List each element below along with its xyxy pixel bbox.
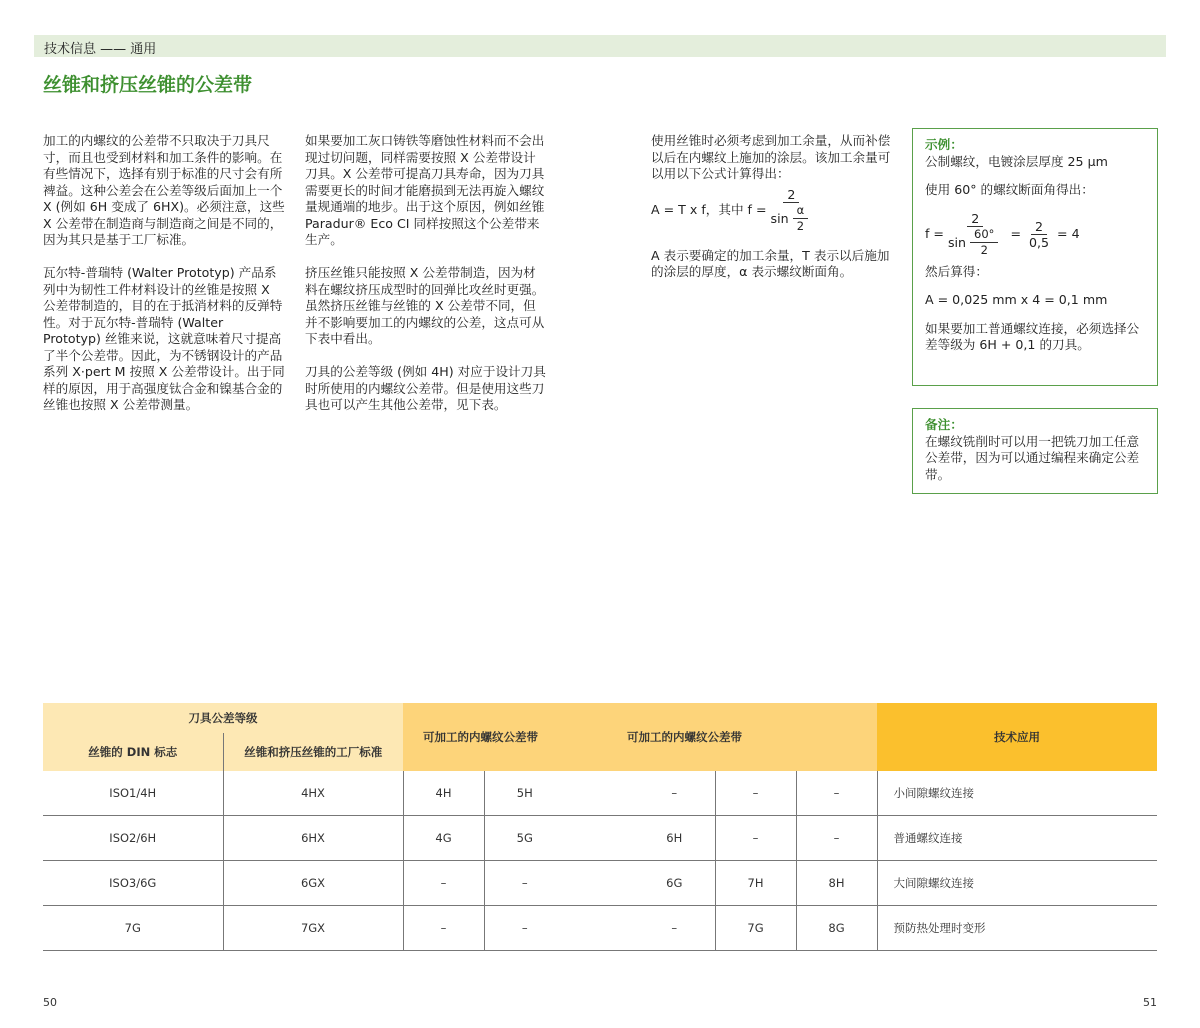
numerator: 2 <box>1031 219 1047 235</box>
cell-tolerance: 6H <box>634 816 715 861</box>
cell-tolerance: 6G <box>634 861 715 906</box>
cell-tolerance: – <box>796 771 877 816</box>
fraction <box>948 211 1002 258</box>
tolerance-table <box>43 703 1157 951</box>
section-label: 技术信息 —— 通用 <box>44 42 157 57</box>
cell-application: 预防热处理时变形 <box>877 906 1157 951</box>
allowance-formula <box>651 187 893 234</box>
cell-empty <box>565 861 634 906</box>
cell-application: 普通螺纹连接 <box>877 816 1157 861</box>
example-formula <box>925 211 1145 258</box>
paragraph: 瓦尔特-普瑞特 (Walter Prototyp) 产品系列中为韧性工件材料设计的丝锥是按照 X 公差带制造的，目的在于抵消材料的反弹特性。对于瓦尔特-普瑞特 (Walter Prototyp) 丝锥来说，这就意味着尺寸提高了半个公差带。因此，为不锈钢设计的产品系列 X·pert M 按照 X 公差带设计。出于同样的原因，用于高强度钛合金和镍基合金的丝锥也按照 X 公差带测量。 <box>43 265 285 412</box>
cell-factory: 7GX <box>223 906 403 951</box>
paragraph: 刀具的公差等级 (例如 4H) 对应于设计刀具时所使用的内螺纹公差带。但是使用这些刀具也可以产生其他公差带，见下表。 <box>305 364 546 412</box>
table-row <box>43 861 1157 906</box>
two: 2 <box>980 242 988 257</box>
fraction <box>771 187 813 234</box>
cell-tolerance: – <box>634 771 715 816</box>
note-text: 在螺纹铣削时可以用一把铣刀加工任意公差带，因为可以通过编程来确定公差带。 <box>925 433 1140 482</box>
alpha: α <box>793 203 809 219</box>
half-angle-fraction <box>970 227 998 258</box>
cell-tolerance: 4G <box>403 816 484 861</box>
note-label: 备注： <box>925 417 963 432</box>
two: 2 <box>796 218 805 233</box>
paragraph: 加工的内螺纹的公差带不只取决于刀具尺寸，而且也受到材料和加工条件的影响。在有些情况下，选择有别于标准的尺寸会有所裨益。这种公差会在公差等级后面加上一个 X (例如 6H 变成了 6HX)。必须注意，这些 X 公差带在制造商与制造商之间是不同的，因为其只是基于工厂标准。 <box>43 133 285 247</box>
fraction <box>1029 219 1049 250</box>
formula-lhs: A = T x f，其中 f = <box>651 201 767 217</box>
cell-tolerance: 8H <box>796 861 877 906</box>
table-row <box>43 906 1157 951</box>
cell-application: 大间隙螺纹连接 <box>877 861 1157 906</box>
example-label: 示例： <box>925 137 963 152</box>
cell-empty <box>565 816 634 861</box>
paragraph: 挤压丝锥只能按照 X 公差带制造，因为材料在螺纹挤压成型时的回弹比攻丝时更强。虽然挤压丝锥与丝锥的 X 公差带不同，但并不影响要加工的内螺纹的公差，这点可从下表中看出。 <box>305 265 545 346</box>
cell-tolerance: – <box>403 861 484 906</box>
cell-empty <box>565 771 634 816</box>
cell-tolerance: 8G <box>796 906 877 951</box>
cell-tolerance: – <box>796 816 877 861</box>
cell-tolerance: – <box>403 906 484 951</box>
cell-tolerance: – <box>715 816 796 861</box>
sin-label: sin <box>948 234 967 250</box>
cell-tolerance: – <box>715 771 796 816</box>
cell-din: 7G <box>43 906 223 951</box>
section-header-bar <box>34 35 1166 57</box>
note-box <box>912 408 1158 494</box>
cell-tolerance: 7H <box>715 861 796 906</box>
equals: = <box>1010 225 1021 241</box>
numerator: 2 <box>783 187 799 203</box>
result: = 4 <box>1057 225 1080 241</box>
header-application: 技术应用 <box>877 703 1157 771</box>
numerator: 2 <box>967 211 983 227</box>
example-line: 如果要加工普通螺纹连接，必须选择公差等级为 6H + 0,1 的刀具。 <box>925 320 1140 352</box>
page-number-left: 50 <box>43 996 57 1009</box>
cell-factory: 6GX <box>223 861 403 906</box>
page-title: 丝锥和挤压丝锥的公差带 <box>43 74 253 96</box>
header-factory: 丝锥和挤压丝锥的工厂标准 <box>223 733 403 771</box>
cell-din: ISO2/6H <box>43 816 223 861</box>
paragraph: 使用丝锥时必须考虑到加工余量，从而补偿以后在内螺纹上施加的涂层。该加工余量可以用以下公式计算得出： <box>651 133 891 181</box>
example-line: A = 0,025 mm x 4 = 0,1 mm <box>925 292 1108 307</box>
cell-factory: 6HX <box>223 816 403 861</box>
header-thread-tolerance-1: 可加工的内螺纹公差带 <box>403 703 565 771</box>
text-column-2 <box>305 133 547 430</box>
cell-tolerance: – <box>484 906 565 951</box>
formula-f: f = <box>925 225 944 241</box>
half-angle-fraction <box>793 203 809 234</box>
sin-label: sin <box>770 210 789 226</box>
example-line: 使用 60° 的螺纹断面角得出： <box>925 182 1094 197</box>
cell-application: 小间隙螺纹连接 <box>877 771 1157 816</box>
denominator: 0,5 <box>1029 234 1050 250</box>
cell-tolerance: – <box>634 906 715 951</box>
header-tool-tolerance: 刀具公差等级 <box>43 703 403 733</box>
cell-tolerance: 5H <box>484 771 565 816</box>
cell-din: ISO3/6G <box>43 861 223 906</box>
header-thread-tolerance-2: 可加工的内螺纹公差带 <box>565 703 877 771</box>
example-line: 公制螺纹，电镀涂层厚度 25 µm <box>925 153 1108 169</box>
page-number-right: 51 <box>1143 996 1157 1009</box>
paragraph: A 表示要确定的加工余量，T 表示以后施加的涂层的厚度，α 表示螺纹断面角。 <box>651 247 890 279</box>
example-box <box>912 128 1158 386</box>
text-column-3 <box>651 133 893 297</box>
cell-tolerance: – <box>484 861 565 906</box>
table-row <box>43 816 1157 861</box>
cell-tolerance: 7G <box>715 906 796 951</box>
cell-empty <box>565 906 634 951</box>
example-line: 然后算得： <box>925 263 988 279</box>
paragraph: 如果要加工灰口铸铁等磨蚀性材料而不会出现过切问题，同样需要按照 X 公差带设计刀具。X 公差带可提高刀具寿命，因为刀具需要更长的时间才能磨损到无法再旋入螺纹量规通端的地步。出于这个原因，例如丝锥 Paradur® Eco CI 同样按照这个公差带来生产。 <box>305 133 545 247</box>
angle: 60° <box>970 227 998 243</box>
header-din: 丝锥的 DIN 标志 <box>43 733 223 771</box>
cell-din: ISO1/4H <box>43 771 223 816</box>
cell-tolerance: 5G <box>484 816 565 861</box>
cell-factory: 4HX <box>223 771 403 816</box>
text-column-1 <box>43 133 285 430</box>
cell-tolerance: 4H <box>403 771 484 816</box>
table-row <box>43 771 1157 816</box>
